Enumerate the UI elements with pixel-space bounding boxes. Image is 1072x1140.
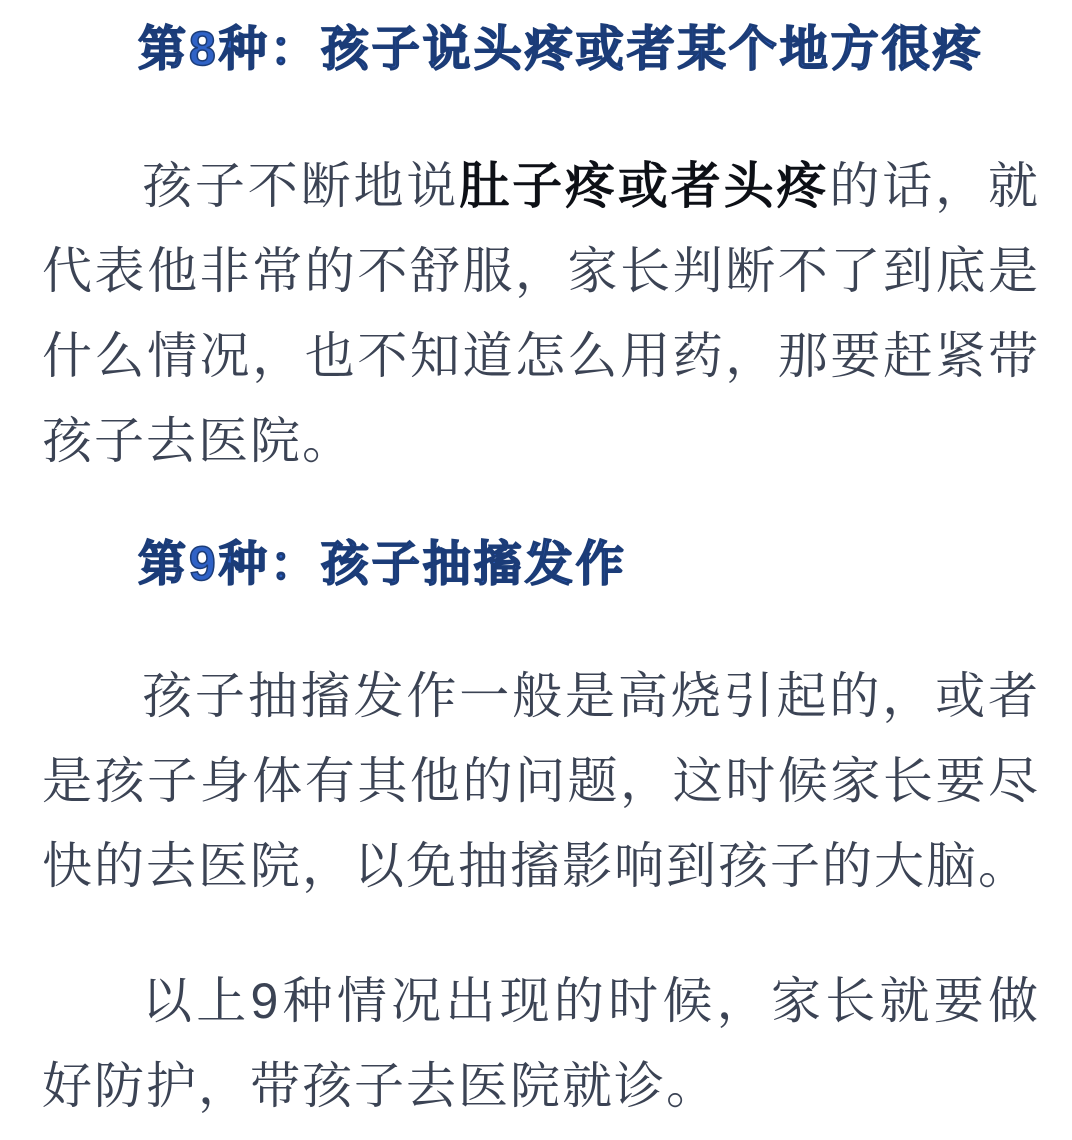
paragraph-type-8 <box>42 144 1040 484</box>
paragraph-type-9: 孩子抽搐发作一般是高烧引起的，或者是孩子身体有其他的问题，这时候家长要尽快的去医院，以免抽搐影响到孩子的大脑。 <box>42 668 1040 894</box>
section-heading-type-9: 第9种：孩子抽搐发作 <box>138 538 627 591</box>
bold-symptom-phrase: 肚子疼或者头疼 <box>459 158 830 214</box>
paragraph-conclusion: 以上9种情况出现的时候，家长就要做好防护，带孩子去医院就诊。 <box>42 973 1040 1114</box>
paragraph-text-suffix: 的话，就代表他非常的不舒服，家长判断不了到底是什么情况，也不知道怎么用药，那要赶紧带孩子去医院。 <box>42 158 1040 469</box>
section-heading-type-8: 第8种：孩子说头疼或者某个地方很疼 <box>138 23 984 76</box>
paragraph-text-prefix: 孩子不断地说 <box>142 158 460 214</box>
